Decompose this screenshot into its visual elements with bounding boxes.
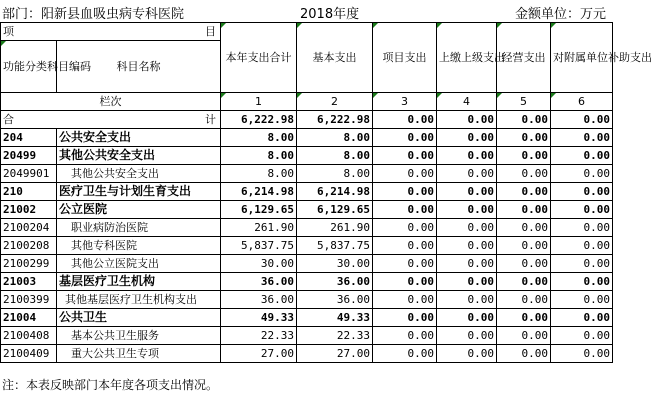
amount-cell[interactable]: 261.90 xyxy=(221,219,297,237)
table-row xyxy=(1,219,613,237)
column-number[interactable]: 1 xyxy=(221,93,297,111)
amount-cell[interactable]: 0.00 xyxy=(551,345,613,363)
amount-cell[interactable]: 30.00 xyxy=(221,255,297,273)
amount-cell[interactable]: 30.00 xyxy=(297,255,373,273)
table-row xyxy=(1,327,613,345)
amount-cell[interactable]: 0.00 xyxy=(551,255,613,273)
amount-cell[interactable]: 0.00 xyxy=(551,327,613,345)
amount-cell[interactable]: 27.00 xyxy=(221,345,297,363)
amount-cell[interactable]: 0.00 xyxy=(497,201,551,219)
table-row xyxy=(1,345,613,363)
total-value-cell[interactable]: 6,222.98 xyxy=(297,111,373,129)
column-number[interactable]: 2 xyxy=(297,93,373,111)
amount-cell[interactable]: 0.00 xyxy=(373,327,437,345)
amount-cell[interactable]: 0.00 xyxy=(437,273,497,291)
subject-name-cell[interactable]: 其他公立医院支出 xyxy=(57,255,221,273)
amount-cell[interactable]: 0.00 xyxy=(497,147,551,165)
amount-cell[interactable]: 0.00 xyxy=(497,327,551,345)
column-number[interactable]: 5 xyxy=(497,93,551,111)
table-row xyxy=(1,129,613,147)
subject-name-cell[interactable]: 其他公共安全支出 xyxy=(57,165,221,183)
total-label-left: 合 xyxy=(3,113,14,126)
table-row xyxy=(1,201,613,219)
amount-cell[interactable]: 0.00 xyxy=(437,255,497,273)
table-row xyxy=(1,147,613,165)
amount-cell[interactable]: 0.00 xyxy=(373,201,437,219)
col-project-header[interactable]: 项目支出 xyxy=(373,23,437,93)
amount-cell[interactable]: 0.00 xyxy=(551,291,613,309)
total-value-cell[interactable]: 0.00 xyxy=(551,111,613,129)
amount-cell[interactable]: 8.00 xyxy=(297,147,373,165)
subject-name-cell[interactable]: 重大公共卫生专项 xyxy=(57,345,221,363)
subject-name-cell[interactable]: 其他基层医疗卫生机构支出 xyxy=(57,291,221,309)
total-value-cell[interactable]: 0.00 xyxy=(497,111,551,129)
subject-name-cell[interactable]: 公立医院 xyxy=(57,201,221,219)
amount-cell[interactable]: 5,837.75 xyxy=(297,237,373,255)
amount-cell[interactable]: 8.00 xyxy=(221,129,297,147)
amount-cell[interactable]: 0.00 xyxy=(373,219,437,237)
subject-code-cell[interactable]: 2049901 xyxy=(1,165,57,183)
col-code-header[interactable]: 功能分类科目编码 xyxy=(1,41,57,93)
amount-cell[interactable]: 49.33 xyxy=(221,309,297,327)
subject-code-cell[interactable]: 2100204 xyxy=(1,219,57,237)
total-value-cell[interactable]: 0.00 xyxy=(373,111,437,129)
column-number[interactable]: 3 xyxy=(373,93,437,111)
table-footnote: 注：本表反映部门本年度各项支出情况。 xyxy=(2,378,219,392)
amount-cell[interactable]: 0.00 xyxy=(551,219,613,237)
amount-cell[interactable]: 0.00 xyxy=(373,147,437,165)
department-label: 部门：阳新县血吸虫病专科医院 xyxy=(2,7,185,22)
total-value-cell[interactable]: 0.00 xyxy=(437,111,497,129)
fiscal-year: 2018年度 xyxy=(300,7,360,22)
amount-cell[interactable]: 6,214.98 xyxy=(221,183,297,201)
amount-cell[interactable]: 8.00 xyxy=(221,147,297,165)
total-label-cell[interactable] xyxy=(1,111,221,129)
amount-cell[interactable]: 0.00 xyxy=(497,255,551,273)
table-row xyxy=(1,165,613,183)
subject-code-cell[interactable]: 2100399 xyxy=(1,291,57,309)
amount-cell[interactable]: 0.00 xyxy=(373,183,437,201)
amount-cell[interactable]: 0.00 xyxy=(551,273,613,291)
amount-cell[interactable]: 36.00 xyxy=(221,291,297,309)
amount-cell[interactable]: 0.00 xyxy=(373,345,437,363)
total-value-cell[interactable]: 6,222.98 xyxy=(221,111,297,129)
amount-cell[interactable]: 6,129.65 xyxy=(221,201,297,219)
amount-cell[interactable]: 22.33 xyxy=(297,327,373,345)
amount-cell[interactable]: 49.33 xyxy=(297,309,373,327)
subject-code-cell[interactable]: 210 xyxy=(1,183,57,201)
subject-code-cell[interactable]: 204 xyxy=(1,129,57,147)
amount-cell[interactable]: 0.00 xyxy=(437,237,497,255)
subject-code-cell[interactable]: 2100299 xyxy=(1,255,57,273)
amount-cell[interactable]: 0.00 xyxy=(437,147,497,165)
amount-cell[interactable]: 0.00 xyxy=(437,327,497,345)
amount-cell[interactable]: 6,129.65 xyxy=(297,201,373,219)
amount-cell[interactable]: 0.00 xyxy=(551,129,613,147)
row-index-label[interactable]: 栏次 xyxy=(1,93,221,111)
table-row xyxy=(1,291,613,309)
amount-cell[interactable]: 0.00 xyxy=(497,237,551,255)
amount-cell[interactable]: 0.00 xyxy=(497,273,551,291)
amount-cell[interactable]: 0.00 xyxy=(437,201,497,219)
amount-cell[interactable]: 0.00 xyxy=(437,309,497,327)
amount-cell[interactable]: 8.00 xyxy=(221,165,297,183)
col-subsidy-header[interactable]: 对附属单位补助支出 xyxy=(551,23,613,93)
amount-cell[interactable]: 0.00 xyxy=(497,165,551,183)
amount-cell[interactable]: 0.00 xyxy=(373,273,437,291)
amount-cell[interactable]: 0.00 xyxy=(551,309,613,327)
amount-cell[interactable]: 0.00 xyxy=(373,237,437,255)
subject-code-cell[interactable]: 21002 xyxy=(1,201,57,219)
amount-cell[interactable]: 0.00 xyxy=(373,129,437,147)
amount-cell[interactable]: 0.00 xyxy=(437,183,497,201)
table-row xyxy=(1,237,613,255)
item-header-cell[interactable] xyxy=(1,23,221,41)
amount-cell[interactable]: 0.00 xyxy=(437,345,497,363)
amount-cell[interactable]: 0.00 xyxy=(551,237,613,255)
amount-cell[interactable]: 0.00 xyxy=(551,201,613,219)
table-row xyxy=(1,255,613,273)
amount-cell[interactable]: 0.00 xyxy=(437,129,497,147)
amount-cell[interactable]: 36.00 xyxy=(297,291,373,309)
amount-cell[interactable]: 0.00 xyxy=(437,219,497,237)
subject-name-cell[interactable]: 公共卫生 xyxy=(57,309,221,327)
subject-name-cell[interactable]: 其他专科医院 xyxy=(57,237,221,255)
col-business-header[interactable]: 经营支出 xyxy=(497,23,551,93)
amount-cell[interactable]: 0.00 xyxy=(497,309,551,327)
subject-name-cell[interactable]: 基层医疗卫生机构 xyxy=(57,273,221,291)
table-row xyxy=(1,183,613,201)
subject-name-cell[interactable]: 医疗卫生与计划生育支出 xyxy=(57,183,221,201)
col-basic-header[interactable]: 基本支出 xyxy=(297,23,373,93)
amount-cell[interactable]: 36.00 xyxy=(221,273,297,291)
amount-cell[interactable]: 0.00 xyxy=(437,165,497,183)
subject-code-cell[interactable]: 2100408 xyxy=(1,327,57,345)
expenditure-table xyxy=(0,22,652,363)
amount-cell[interactable]: 0.00 xyxy=(551,183,613,201)
amount-cell[interactable]: 0.00 xyxy=(497,345,551,363)
subject-code-cell[interactable]: 21004 xyxy=(1,309,57,327)
amount-cell[interactable]: 0.00 xyxy=(373,291,437,309)
column-number[interactable]: 4 xyxy=(437,93,497,111)
subject-code-cell[interactable]: 2100208 xyxy=(1,237,57,255)
amount-cell[interactable]: 0.00 xyxy=(551,165,613,183)
amount-cell[interactable]: 0.00 xyxy=(551,147,613,165)
amount-cell[interactable]: 6,214.98 xyxy=(297,183,373,201)
subject-name-cell[interactable]: 职业病防治医院 xyxy=(57,219,221,237)
col-name-header[interactable]: 科目名称 xyxy=(57,41,221,93)
amount-cell[interactable]: 0.00 xyxy=(437,291,497,309)
table-row xyxy=(1,309,613,327)
amount-cell[interactable]: 0.00 xyxy=(373,255,437,273)
item-header-left: 项 xyxy=(3,25,14,38)
amount-cell[interactable]: 0.00 xyxy=(497,219,551,237)
amount-cell[interactable]: 261.90 xyxy=(297,219,373,237)
amount-cell[interactable]: 22.33 xyxy=(221,327,297,345)
amount-cell[interactable]: 0.00 xyxy=(373,165,437,183)
amount-cell[interactable]: 5,837.75 xyxy=(221,237,297,255)
amount-cell[interactable]: 0.00 xyxy=(373,309,437,327)
total-label-right: 计 xyxy=(205,113,216,126)
amount-cell[interactable]: 0.00 xyxy=(497,183,551,201)
amount-cell[interactable]: 8.00 xyxy=(297,165,373,183)
col-upper-header[interactable]: 上缴上级支出 xyxy=(437,23,497,93)
subject-code-cell[interactable]: 20499 xyxy=(1,147,57,165)
amount-cell[interactable]: 0.00 xyxy=(497,291,551,309)
subject-name-cell[interactable]: 公共安全支出 xyxy=(57,129,221,147)
amount-unit: 金额单位：万元 xyxy=(514,7,606,22)
column-number[interactable]: 6 xyxy=(551,93,613,111)
subject-code-cell[interactable]: 21003 xyxy=(1,273,57,291)
subject-code-cell[interactable]: 2100409 xyxy=(1,345,57,363)
report-header xyxy=(0,0,612,22)
amount-cell[interactable]: 36.00 xyxy=(297,273,373,291)
amount-cell[interactable]: 8.00 xyxy=(297,129,373,147)
subject-name-cell[interactable]: 基本公共卫生服务 xyxy=(57,327,221,345)
amount-cell[interactable]: 27.00 xyxy=(297,345,373,363)
col-total-header[interactable]: 本年支出合计 xyxy=(221,23,297,93)
amount-cell[interactable]: 0.00 xyxy=(497,129,551,147)
subject-name-cell[interactable]: 其他公共安全支出 xyxy=(57,147,221,165)
item-header-right: 目 xyxy=(205,25,216,38)
table-row xyxy=(1,273,613,291)
